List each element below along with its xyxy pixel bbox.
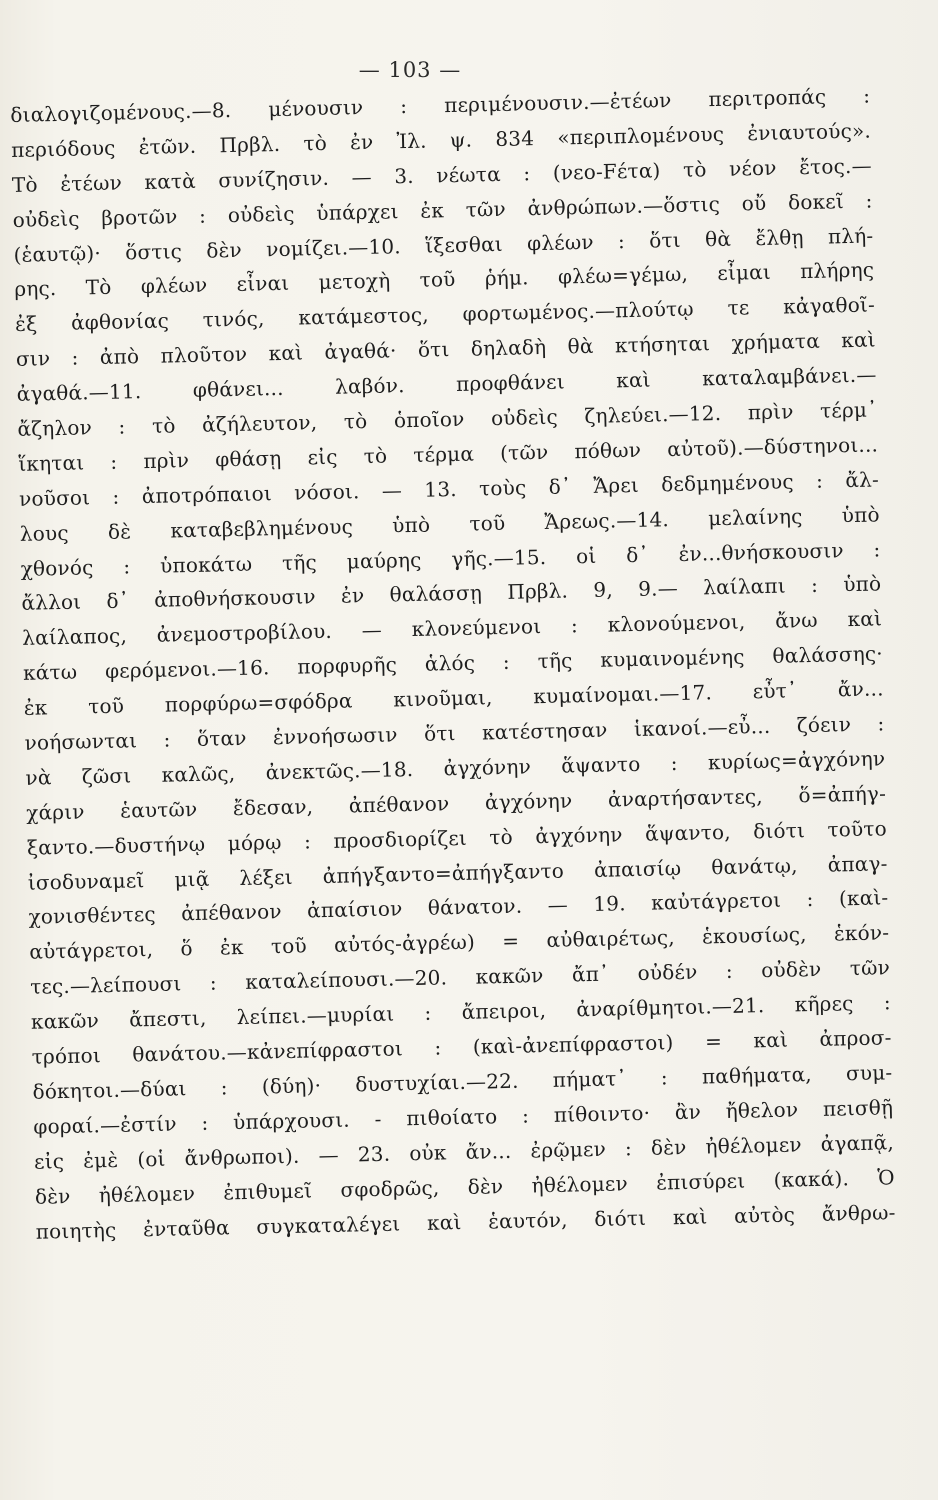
text-line: λαίλαπος, ἀνεμοστροβίλου. — κλονεύμενοι : κλονούμενοι, ἄνω καὶ <box>21 606 883 651</box>
text-line: ξαντο.—δυστήνῳ μόρῳ : προσδιορίζει τὸ ἀγχόνην ἅψαντο, διότι τοῦτο <box>26 816 888 860</box>
text-line: ἄζηλον : τὸ ἀζήλευτον, τὸ ὁποῖον οὐδεὶς ζηλεύει.—12. πρὶν τέρμ᾽ <box>17 397 878 441</box>
text-line: νοῦσοι : ἀποτρόπαιοι νόσοι. — 13. τοὺς δ᾽ Ἄρει δεδμημένους : ἄλ- <box>18 467 880 511</box>
text-line: ἐξ ἀφθονίας τινός, κατάμεστος, φορτωμένος.—πλούτῳ τε κἀγαθοῖ- <box>14 292 876 337</box>
text-line: δόκητοι.—δύαι : (δύη)· δυστυχίαι.—22. πήματ᾽ : παθήματα, συμ- <box>32 1060 893 1104</box>
page-number: — 103 — <box>358 58 462 82</box>
text-line: εἰς ἐμὲ (οἱ ἄνθρωποι). — 23. οὐκ ἄν... ἐρῷμεν : δὲν ἠθέλομεν ἀγαπᾷ, <box>33 1129 895 1174</box>
text-line: ἄλλοι δ᾽ ἀποθνήσκουσιν ἐν θαλάσσῃ Πρβλ. 9, 9.— λαίλαπι : ὑπὸ <box>21 571 882 616</box>
text-line: φοραί.—ἐστίν : ὑπάρχουσι. - πιθοίατο : πίθοιντο· ἂν ἤθελον πεισθῇ <box>33 1095 894 1139</box>
commentary-text <box>10 78 896 1249</box>
text-line: νοήσωνται : ὅταν ἐννοήσωσιν ὅτι κατέστησαν ἱκανοί.—εὖ... ζόειν : <box>24 711 885 755</box>
text-line: νὰ ζῶσι καλῶς, ἀνεκτῶς.—18. ἀγχόνην ἅψαντο : κυρίως=ἀγχόνην <box>25 746 886 790</box>
text-line: τες.—λείπουσι : καταλείπουσι.—20. κακῶν ἄπ᾽ οὐδέν : οὐδὲν τῶν <box>29 955 891 1000</box>
text-line: οὐδεὶς βροτῶν : οὐδεὶς ὑπάρχει ἐκ τῶν ἀνθρώπων.—ὅστις οὔ δοκεῖ : <box>12 188 873 232</box>
text-line: ρης. Τὸ φλέων εἶναι μετοχὴ τοῦ ῥήμ. φλέω=γέμω, εἶμαι πλήρης <box>14 257 875 302</box>
text-line: τρόποι θανάτου.—κἀνεπίφραστοι : (καὶ-ἀνεπίφραστοι) = καὶ ἀπροσ- <box>31 1025 892 1069</box>
text-line: ἀγαθά.—11. φθάνει... λαβόν. προφθάνει καὶ καταλαμβάνει.— <box>16 362 877 407</box>
text-line: λους δὲ καταβεβλημένους ὑπὸ τοῦ Ἄρεως.—14. μελαίνης ὑπὸ <box>19 502 880 546</box>
text-line: σιν : ἀπὸ πλοῦτον καὶ ἀγαθά· ὅτι δηλαδὴ θὰ κτήσηται χρήματα καὶ <box>15 327 876 372</box>
text-line: χονισθέντες ἀπέθανον ἀπαίσιον θάνατον. — 19. καὐτάγρετοι : (καὶ- <box>28 885 889 930</box>
text-line: διαλογιζομένους.—8. μένουσιν : περιμένουσιν.—ἐτέων περιτροπάς : <box>10 83 871 127</box>
text-line: χάριν ἑαυτῶν ἔδεσαν, ἀπέθανον ἀγχόνην ἀναρτήσαντες, ὅ=ἀπήγ- <box>25 781 887 825</box>
text-line: ἐκ τοῦ πορφύρω=σφόδρα κινοῦμαι, κυμαίνομαι.—17. εὖτ᾽ ἄν... <box>23 676 884 720</box>
text-line: ἰσοδυναμεῖ μιᾷ λέξει ἀπήγξαντο=ἀπήγξαντο ἀπαισίῳ θανάτῳ, ἀπαγ- <box>27 850 888 895</box>
text-line: Τὸ ἐτέων κατὰ συνίζησιν. — 3. νέωτα : (νεο-Fέτα) τὸ νέον ἔτος.— <box>11 153 873 197</box>
text-line: χθονός : ὑποκάτω τῆς μαύρης γῆς.—15. οἱ δ᾽ ἐν...θνήσκουσιν : <box>20 536 881 581</box>
text-line: ποιητὴς ἐνταῦθα συγκαταλέγει καὶ ἑαυτόν, διότι καὶ αὐτὸς ἄνθρω- <box>35 1199 896 1244</box>
text-line: περιόδους ἐτῶν. Πρβλ. τὸ ἐν Ἰλ. ψ. 834 «περιπλομένους ἐνιαυτούς». <box>10 118 872 162</box>
text-line: (ἑαυτῷ)· ὅστις δὲν νομίζει.—10. ἵξεσθαι φλέων : ὅτι θὰ ἔλθῃ πλή- <box>13 223 874 267</box>
text-line: κακῶν ἄπεστι, λείπει.—μυρίαι : ἄπειροι, ἀναρίθμητοι.—21. κῆρες : <box>30 990 892 1034</box>
text-line: ἵκηται : πρὶν φθάσῃ εἰς τὸ τέρμα (τῶν πόθων αὐτοῦ).—δύστηνοι... <box>18 432 879 476</box>
text-line: αὐτάγρετοι, ὅ ἐκ τοῦ αὐτός-ἀγρέω) = αὐθαιρέτως, ἑκουσίως, ἑκόν- <box>29 920 890 965</box>
text-line: κάτω φερόμενοι.—16. πορφυρῆς ἁλός : τῆς κυμαινομένης θαλάσσης· <box>22 641 884 686</box>
text-line: δὲν ἠθέλομεν ἐπιθυμεῖ σφοδρῶς, δὲν ἠθέλομεν ἐπισύρει (κακά). Ὁ <box>34 1164 895 1209</box>
